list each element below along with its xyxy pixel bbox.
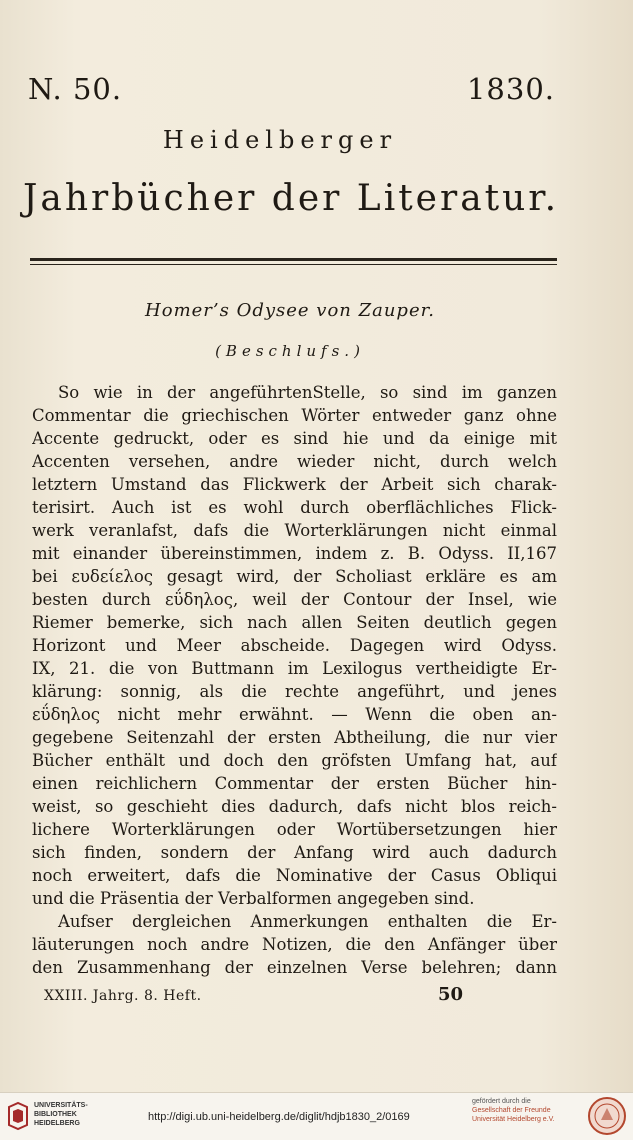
- text-line: noch erweitert, dafs die Nominative der Casus Obliqui: [32, 866, 557, 885]
- issue-year: 1830.: [466, 72, 555, 106]
- text-line: So wie in der angeführtenStelle, so sind im ganzen: [58, 383, 557, 402]
- library-name: [34, 1101, 88, 1128]
- article-title: Homer’s Odysee von Zauper.: [145, 300, 435, 321]
- issue-number: N. 50.: [28, 72, 123, 106]
- viewer-footer-bar: [0, 1092, 633, 1140]
- text-line: bei ευδείελος gesagt wird, der Scholiast erkläre es am: [32, 567, 557, 586]
- text-line: Accente gedruckt, oder es sind hie und da einige mit: [32, 429, 557, 448]
- issue-header: [28, 72, 555, 112]
- article-body: [32, 381, 557, 979]
- permalink-url[interactable]: http://digi.ub.uni-heidelberg.de/diglit/hdjb1830_2/0169: [148, 1111, 410, 1123]
- text-line: terisirt. Auch ist es wohl durch oberflächliches Flick-: [32, 498, 557, 517]
- library-name-line2: BIBLIOTHEK: [34, 1111, 77, 1118]
- text-line: Bücher enthält und doch den gröfsten Umfang hat, auf: [32, 751, 557, 770]
- text-line: Aufser dergleichen Anmerkungen enthalten die Er-: [58, 912, 557, 931]
- text-line: und die Präsentia der Verbalformen angegeben sind.: [32, 889, 475, 908]
- university-seal-icon: [587, 1096, 627, 1136]
- text-line: letztern Umstand das Flickwerk der Arbeit sich charak-: [32, 475, 557, 494]
- journal-title-line1: Heidelberger: [162, 126, 398, 154]
- signature-line: XXIII. Jahrg. 8. Heft.: [44, 988, 202, 1004]
- text-line: klärung: sonnig, als die rechte angeführt, und jenes: [32, 682, 557, 701]
- text-line: den Zusammenhang der einzelnen Verse belehren; dann: [32, 958, 557, 977]
- text-line: mit einander übereinstimmen, indem z. B. Odyss. II,167: [32, 544, 557, 563]
- double-rule-thin: [30, 264, 557, 265]
- text-line: Commentar die griechischen Wörter entweder ganz ohne: [32, 406, 557, 425]
- text-line: gegebene Seitenzahl der ersten Abtheilung, die nur vier: [32, 728, 557, 747]
- text-line: Accenten versehen, andre wieder nicht, durch welch: [32, 452, 557, 471]
- sponsor-org-line1: Gesellschaft der Freunde: [472, 1107, 551, 1114]
- library-name-line3: HEIDELBERG: [34, 1120, 80, 1127]
- double-rule-thick: [30, 258, 557, 261]
- text-line: lichere Worterklärungen oder Wortübersetzungen hier: [32, 820, 557, 839]
- article-section-note: (Beschlufs.): [215, 342, 365, 360]
- sponsor-org-line2: Universität Heidelberg e.V.: [472, 1116, 555, 1123]
- sponsor-label: gefördert durch die: [472, 1098, 531, 1105]
- text-line: besten durch εΰδηλος, weil der Contour der Insel, wie: [32, 590, 557, 609]
- page-number: 50: [438, 984, 464, 1005]
- text-line: läuterungen noch andre Notizen, die den Anfänger über: [32, 935, 557, 954]
- text-line: IX, 21. die von Buttmann im Lexilogus vertheidigte Er-: [32, 659, 557, 678]
- library-name-line1: UNIVERSITÄTS-: [34, 1102, 88, 1109]
- university-library-logo-icon: [6, 1101, 30, 1131]
- text-line: einen reichlichern Commentar der ersten Bücher hin-: [32, 774, 557, 793]
- sponsor-note: [472, 1097, 582, 1124]
- text-line: Riemer bemerke, sich nach allen Seiten deutlich gegen: [32, 613, 557, 632]
- text-line: werk veranlafst, dafs die Worterklärungen nicht einmal: [32, 521, 557, 540]
- text-line: εΰδηλος nicht mehr erwähnt. — Wenn die oben an-: [32, 705, 557, 724]
- text-line: sich finden, sondern der Anfang wird auch dadurch: [32, 843, 557, 862]
- journal-title-line2: Jahrbücher der Literatur.: [22, 178, 560, 219]
- text-line: Horizont und Meer abscheide. Dagegen wird Odyss.: [32, 636, 557, 655]
- text-line: weist, so geschieht dies dadurch, dafs nicht blos reich-: [32, 797, 557, 816]
